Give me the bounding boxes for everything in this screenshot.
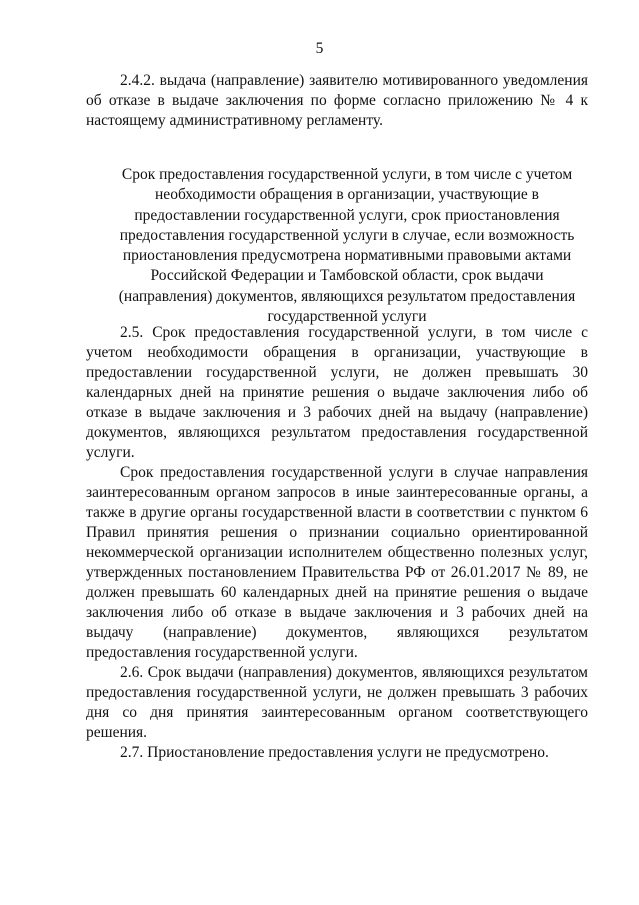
paragraph-block-top [86,71,588,131]
section-heading: Срок предоставления государственной услуги, в том числе с учетом необходимости обращения в организации, участвующие в предоставлении государственной услуги, срок приостановления предоставления государственной услуги в случае, если возможность приостановления предусмотрена нормативными правовыми актами Российской Федерации и Тамбовской области, срок выдачи (направления) документов, являющихся результатом предоставления государственной услуги [118,166,576,326]
page-number: 5 [315,40,324,57]
paragraph-block-main [86,323,588,763]
paragraph-2-4-2: 2.4.2. выдача (направление) заявителю мотивированного уведомления об отказе в выдаче заключения по форме согласно приложению № 4 к настоящему административному регламенту. [86,72,588,129]
paragraph-2-7: 2.7. Приостановление предоставления услуги не предусмотрено. [120,744,549,761]
paragraph-2-6: 2.6. Срок выдачи (направления) документов, являющихся результатом предоставления государственной услуги, не должен превышать 3 рабочих дня со дня принятия заинтересованным органом соответствующего решения. [86,664,588,741]
paragraph-2-5: 2.5. Срок предоставления государственной услуги, в том числе с учетом необходимости обращения в организации, участвующие в предоставлении государственной услуги, не должен превышать 30 календарных дней на принятие решения о выдаче заключения либо об отказе в выдаче заключения и 3 рабочих дней на выдачу (направление) документов, являющихся результатом предоставления государственной услуги. [86,324,588,461]
paragraph-term-extended: Срок предоставления государственной услуги в случае направления заинтересованным органом запросов в иные заинтересованные органы, а также в другие органы государственной власти в соответствии с пунктом 6 Правил принятия решения о признании социально ориентированной некоммерческой организации исполнителем общественно полезных услуг, утвержденных постановлением Правительства РФ от 26.01.2017 № 89, не должен превышать 60 календарных дней на принятие решения о выдаче заключения либо об отказе в выдаче заключения и 3 рабочих дней на выдачу (направление) документов, являющихся результатом предоставления государственной услуги. [86,464,588,661]
